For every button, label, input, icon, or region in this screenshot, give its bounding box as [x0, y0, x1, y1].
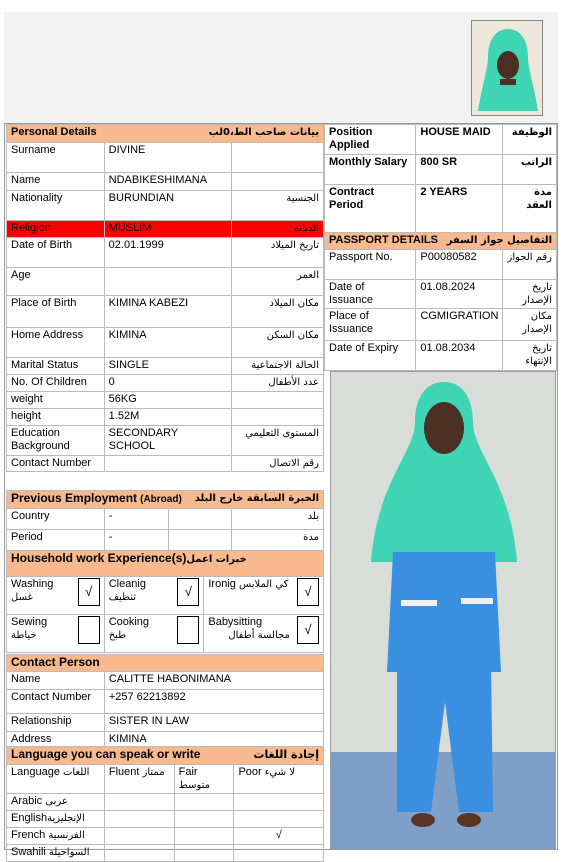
- label-dob: Date of Birth: [7, 238, 105, 268]
- ar-name: [232, 173, 324, 191]
- language-header-ar: إجادة اللغات: [253, 748, 319, 761]
- value-contact-address: KIMINA: [104, 732, 323, 749]
- label-religion: Religion: [7, 221, 105, 238]
- ar-ironing: كي الملابس: [238, 579, 289, 590]
- value-relationship: SISTER IN LAW: [104, 714, 323, 732]
- skill-cleaning: Cleanig √ تنظيف: [104, 577, 204, 615]
- ar-cooking: طبخ: [108, 630, 127, 641]
- ar-contact-number: رقم الاتصال: [232, 456, 324, 472]
- ar-position: الوظيفة: [503, 125, 557, 155]
- ar-salary: الراتب: [503, 155, 557, 185]
- ar-nationality: الجنسية: [232, 191, 324, 221]
- english-fair: [174, 811, 234, 828]
- employment-header: Previous Employment (Abroad) الخبرة السابقة خارج البلد: [7, 491, 324, 509]
- washing-checkbox[interactable]: √: [78, 578, 100, 606]
- personal-details-header: Personal Details بيانات صاحب الط،0لب: [7, 125, 324, 143]
- value-weight: 56KG: [104, 392, 232, 409]
- label-children: No. Of Children: [7, 375, 105, 392]
- label-nationality: Nationality: [7, 191, 105, 221]
- contact-header: Contact Person: [7, 655, 324, 672]
- english-fluent: [104, 811, 174, 828]
- value-address: KIMINA: [104, 328, 232, 358]
- ar-address: مكان السكن: [232, 328, 324, 358]
- value-contact-name: CALITTE HABONIMANA: [104, 672, 323, 690]
- employment-table: [6, 490, 324, 551]
- household-table: [6, 550, 324, 653]
- label-contact-number: Contact Number: [7, 456, 105, 472]
- value-expiry: 01.08.2034: [416, 341, 503, 371]
- value-surname: DIVINE: [104, 143, 232, 173]
- value-issue-date: 01.08.2024: [416, 280, 503, 309]
- label-surname: Surname: [7, 143, 105, 173]
- label-position: Position Applied: [325, 125, 416, 155]
- personal-details-table: [6, 124, 324, 472]
- value-contract: 2 YEARS: [416, 185, 503, 233]
- value-nationality: BURUNDIAN: [104, 191, 232, 221]
- value-children: 0: [104, 375, 232, 392]
- lang-english: Englishالإنجليزية: [7, 811, 105, 828]
- ar-height: [232, 409, 324, 426]
- label-contact-phone: Contact Number: [7, 690, 105, 714]
- passport-details-header-ar: التفاصيل جواز السفر: [446, 235, 552, 246]
- swahili-fluent: [104, 845, 174, 862]
- lang-swahili: Swahili السواحيلة: [7, 845, 105, 862]
- ironing-checkbox[interactable]: √: [297, 578, 319, 606]
- passport-details-header: PASSPORT DETAILS التفاصيل جواز السفر: [325, 233, 557, 250]
- label-issue-place: Place of Issuance: [325, 309, 416, 341]
- value-name: NDABIKESHIMANA: [104, 173, 232, 191]
- blank-cell: [168, 509, 232, 530]
- ar-marital: الحالة الاجتماعية: [232, 358, 324, 375]
- language-table: [6, 746, 324, 862]
- label-contact-address: Address: [7, 732, 105, 749]
- label-expiry: Date of Expiry: [325, 341, 416, 371]
- household-header: Household work Experience(s)خبرات اعمل: [7, 551, 324, 577]
- language-header: Language you can speak or write إجادة اللغات: [7, 747, 324, 765]
- lang-arabic: Arabic عربى: [7, 794, 105, 811]
- cleaning-checkbox[interactable]: √: [177, 578, 199, 606]
- label-issue-date: Date of Issuance: [325, 280, 416, 309]
- french-poor: √: [234, 828, 324, 845]
- value-contact-number: [104, 456, 232, 472]
- ar-passport-no: رقم الجواز: [503, 250, 557, 280]
- label-salary: Monthly Salary: [325, 155, 416, 185]
- arabic-fair: [174, 794, 234, 811]
- label-height: height: [7, 409, 105, 426]
- label-passport-no: Passport No.: [325, 250, 416, 280]
- ar-sewing: خياطة: [11, 630, 37, 641]
- value-education: SECONDARY SCHOOL: [104, 426, 232, 456]
- ar-issue-place: مكان الإصدار: [503, 309, 557, 341]
- ar-dob: تاريخ الميلاد: [232, 238, 324, 268]
- ar-pob: مكان الميلاد: [232, 296, 324, 328]
- value-salary: 800 SR: [416, 155, 503, 185]
- english-poor: [234, 811, 324, 828]
- portrait-photo: [471, 20, 543, 116]
- label-weight: weight: [7, 392, 105, 409]
- arabic-poor: [234, 794, 324, 811]
- skill-washing: Washing √ غسل: [7, 577, 105, 615]
- label-contract: Contract Period: [325, 185, 416, 233]
- lang-col-fluent: Fluent ممتاز: [104, 765, 174, 794]
- value-position: HOUSE MAID: [416, 125, 503, 155]
- swahili-poor: [234, 845, 324, 862]
- lang-col-language: Language اللغات: [7, 765, 105, 794]
- babysitting-checkbox[interactable]: √: [297, 616, 319, 644]
- swahili-fair: [174, 845, 234, 862]
- value-height: 1.52M: [104, 409, 232, 426]
- ar-cleaning: تنظيف: [108, 592, 137, 603]
- skill-babysitting: Babysitting √ مجالسة أطفال: [204, 615, 324, 653]
- label-pob: Place of Birth: [7, 296, 105, 328]
- label-contact-name: Name: [7, 672, 105, 690]
- value-religion: MUSLIM: [104, 221, 232, 238]
- ar-washing: غسل: [11, 592, 33, 603]
- value-issue-place: CGMIGRATION: [416, 309, 503, 341]
- ar-weight: [232, 392, 324, 409]
- lang-col-poor: Poor لا شيء: [234, 765, 324, 794]
- label-age: Age: [7, 268, 105, 296]
- sewing-checkbox[interactable]: [78, 616, 100, 644]
- cooking-checkbox[interactable]: [177, 616, 199, 644]
- label-period: Period: [7, 530, 105, 551]
- full-body-photo: [330, 371, 556, 850]
- french-fluent: [104, 828, 174, 845]
- label-address: Home Address: [7, 328, 105, 358]
- ar-surname: [232, 143, 324, 173]
- ar-period: مدة: [232, 530, 324, 551]
- label-name: Name: [7, 173, 105, 191]
- ar-expiry: تاريخ الإنتهاء: [503, 341, 557, 371]
- position-table: [324, 124, 557, 371]
- ar-religion: الديانة: [232, 221, 324, 238]
- label-education: Education Background: [7, 426, 105, 456]
- blank-cell: [168, 530, 232, 551]
- ar-age: العمر: [232, 268, 324, 296]
- ar-children: عدد الأطفال: [232, 375, 324, 392]
- value-marital: SINGLE: [104, 358, 232, 375]
- employment-header-ar: الخبرة السابقة خارج البلد: [194, 493, 319, 504]
- value-dob: 02.01.1999: [104, 238, 232, 268]
- skill-ironing: Ironig كي الملابس √: [204, 577, 324, 615]
- ar-contract: مدة العقد: [503, 185, 557, 233]
- household-header-ar: خبرات اعمل: [186, 554, 247, 565]
- ar-babysitting: مجالسة أطفال: [228, 630, 290, 641]
- skill-cooking: Cooking طبخ: [104, 615, 204, 653]
- value-age: [104, 268, 232, 296]
- label-marital: Marital Status: [7, 358, 105, 375]
- skill-sewing: Sewing خياطة: [7, 615, 105, 653]
- lang-french: French الفرنسية: [7, 828, 105, 845]
- ar-issue-date: تاريخ الإصدار: [503, 280, 557, 309]
- value-period: -: [104, 530, 168, 551]
- ar-country: بلد: [232, 509, 324, 530]
- label-country: Country: [7, 509, 105, 530]
- ar-education: المستوى التعليمي: [232, 426, 324, 456]
- value-passport-no: P00080582: [416, 250, 503, 280]
- arabic-fluent: [104, 794, 174, 811]
- personal-details-header-ar: بيانات صاحب الط،0لب: [208, 127, 319, 138]
- value-country: -: [104, 509, 168, 530]
- value-contact-phone: +257 62213892: [104, 690, 323, 714]
- lang-col-fair: Fair متوسط: [174, 765, 234, 794]
- contact-table: [6, 654, 324, 749]
- value-pob: KIMINA KABEZI: [104, 296, 232, 328]
- label-relationship: Relationship: [7, 714, 105, 732]
- french-fair: [174, 828, 234, 845]
